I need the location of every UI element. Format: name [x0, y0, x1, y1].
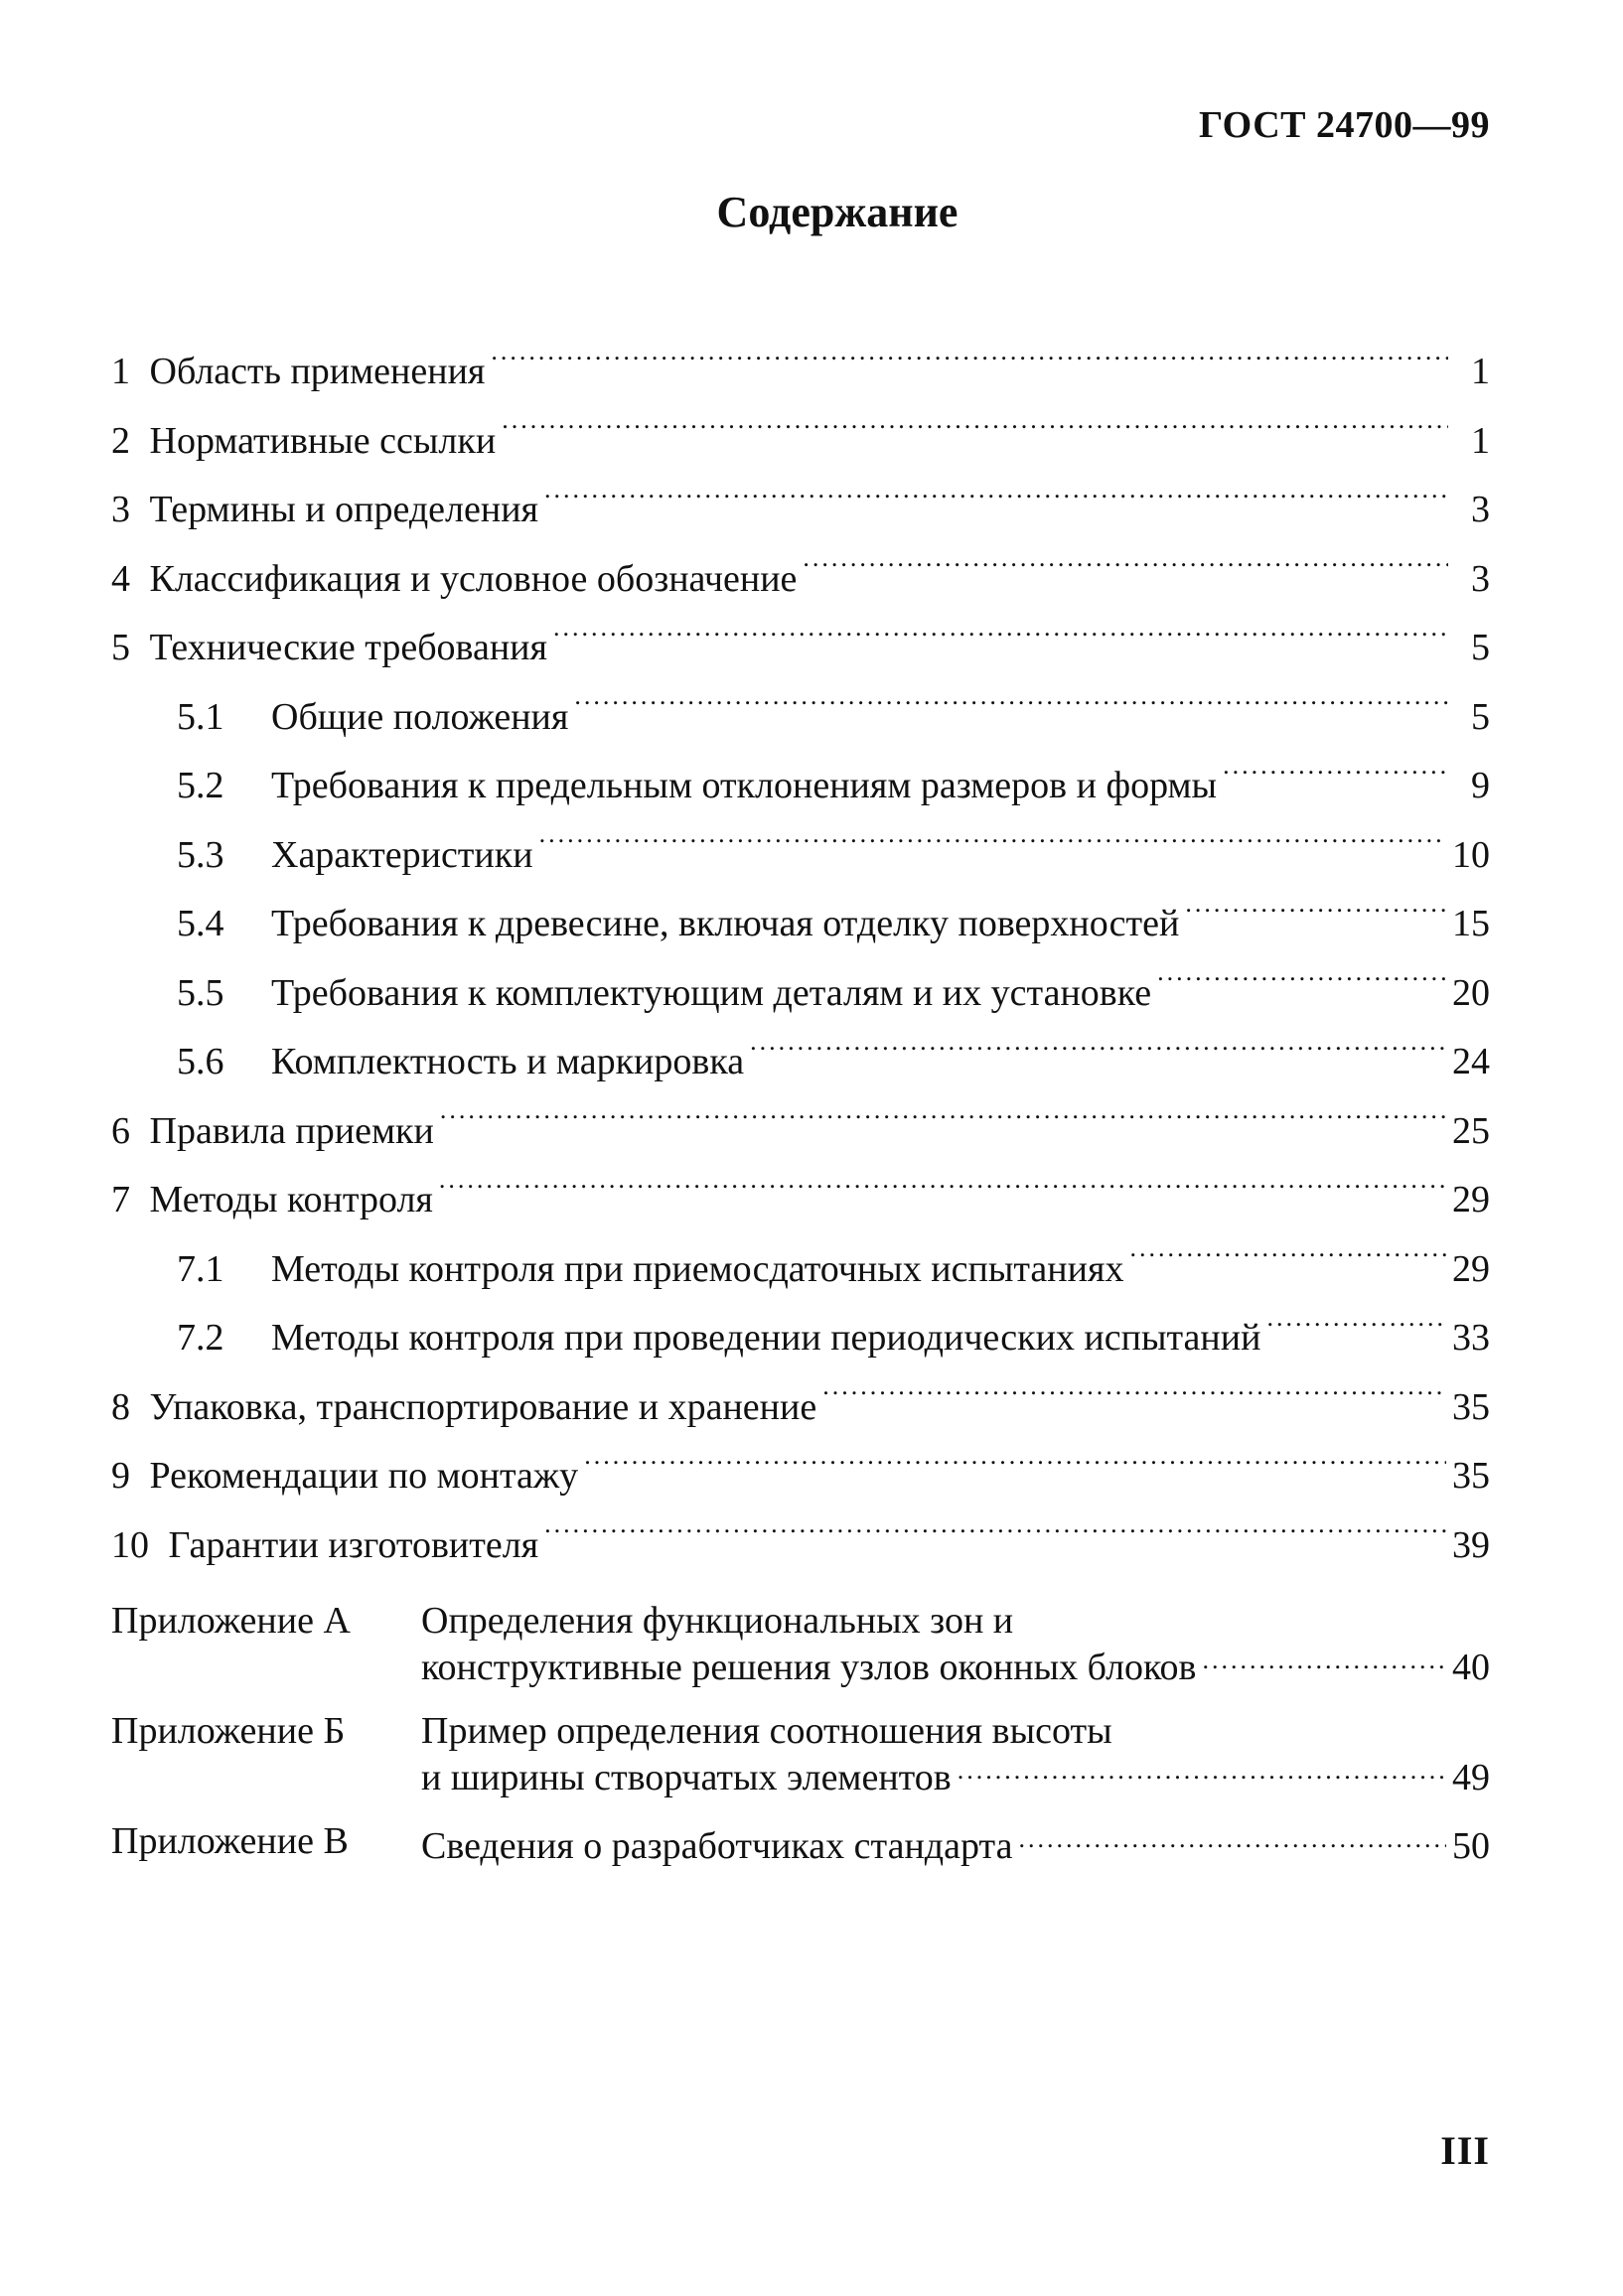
appendix-title-line: конструктивные решения узлов оконных блоков: [421, 1647, 1197, 1688]
appendix-title: [421, 1820, 1490, 1867]
toc-entry-label: Комплектность и маркировка: [271, 1041, 745, 1082]
dot-leader: [803, 553, 1448, 591]
toc-entry[interactable]: [111, 752, 1490, 821]
toc-entry[interactable]: [111, 476, 1490, 545]
toc-entry-number: 10: [111, 1523, 149, 1566]
toc-entry[interactable]: [111, 1166, 1490, 1235]
toc-appendices: [111, 1600, 1490, 1867]
dot-leader: [584, 1450, 1446, 1488]
dot-leader: [574, 691, 1448, 729]
toc-entry-number: 4: [111, 557, 130, 600]
appendix-entry[interactable]: [111, 1710, 1490, 1798]
dot-leader: [440, 1105, 1446, 1143]
toc-entry-page: 15: [1452, 903, 1490, 944]
appendix-title-line: и ширины створчатых элементов: [421, 1757, 952, 1798]
toc-entry-label: Методы контроля при проведении периодических испытаний: [271, 1317, 1261, 1359]
dot-leader: [1203, 1642, 1446, 1679]
toc-entry-label: Термины и определения: [149, 489, 539, 530]
appendix-title-line: Определения функциональных зон и: [421, 1600, 1014, 1642]
toc-entry[interactable]: [111, 683, 1490, 753]
toc-entry-label: Упаковка, транспортирование и хранение: [149, 1385, 817, 1428]
dot-leader: [439, 1174, 1446, 1212]
dot-leader: [502, 415, 1448, 453]
document-code: ГОСТ 24700—99: [1198, 104, 1490, 146]
toc-entry[interactable]: [111, 1097, 1490, 1167]
appendix-label: Приложение Б: [111, 1710, 346, 1752]
toc-entry-number: 5.6: [177, 1041, 224, 1082]
toc-entry-number: 2: [111, 419, 130, 462]
toc-entry-page: 10: [1452, 833, 1490, 876]
toc-entry-label: Правила приемки: [149, 1109, 434, 1152]
toc-entry-page: 5: [1471, 695, 1490, 738]
toc-entry[interactable]: [111, 1235, 1490, 1305]
toc-entry-page: 29: [1452, 1179, 1490, 1220]
toc-entry-number: 5.3: [177, 833, 224, 876]
appendix-title-line: Сведения о разработчиках стандарта: [421, 1825, 1013, 1867]
toc-entry-number: 5.5: [177, 971, 224, 1014]
dot-leader: [544, 1519, 1446, 1557]
dot-leader: [750, 1036, 1446, 1074]
toc-entry-number: 9: [111, 1455, 130, 1497]
toc-entry-label: Методы контроля: [149, 1179, 433, 1220]
table-of-contents: [111, 338, 1490, 1889]
toc-entry-label: Методы контроля при приемосдаточных испытаниях: [271, 1247, 1124, 1290]
appendix-page: 50: [1452, 1825, 1490, 1867]
dot-leader: [544, 484, 1448, 521]
toc-entry-label: Требования к предельным отклонениям размеров и формы: [271, 765, 1218, 806]
toc-entry-number: 5.2: [177, 765, 224, 806]
toc-entry[interactable]: [111, 407, 1490, 477]
toc-entry-page: 39: [1452, 1523, 1490, 1566]
toc-entry-label: Требования к древесине, включая отделку поверхностей: [271, 903, 1180, 944]
toc-entry-number: 7.1: [177, 1247, 224, 1290]
toc-entry-number: 7.2: [177, 1317, 224, 1359]
toc-entry-label: Нормативные ссылки: [149, 419, 497, 462]
toc-entry-page: 5: [1471, 627, 1490, 668]
appendix-page: 40: [1452, 1647, 1490, 1688]
toc-entry-label: Гарантии изготовителя: [168, 1523, 539, 1566]
toc-entry-page: 1: [1471, 419, 1490, 462]
toc-entry-label: Требования к комплектующим деталям и их установке: [271, 971, 1152, 1014]
page-title: Содержание: [716, 188, 959, 236]
dot-leader: [1223, 760, 1448, 797]
toc-entry-number: 1: [111, 351, 130, 392]
toc-entry[interactable]: [111, 821, 1490, 891]
toc-entry-number: 5: [111, 627, 130, 668]
appendix-title-line: Пример определения соотношения высоты: [421, 1710, 1112, 1752]
toc-entry-page: 9: [1471, 765, 1490, 806]
toc-entry[interactable]: [111, 614, 1490, 683]
toc-entry[interactable]: [111, 1304, 1490, 1373]
toc-entry-number: 7: [111, 1179, 130, 1220]
toc-entry-page: 33: [1452, 1317, 1490, 1359]
appendix-label: Приложение А: [111, 1600, 351, 1642]
toc-entry[interactable]: [111, 1511, 1490, 1581]
toc-entry[interactable]: [111, 545, 1490, 615]
toc-entry-number: 3: [111, 489, 130, 530]
appendix-label: Приложение В: [111, 1820, 349, 1862]
toc-entry[interactable]: [111, 1442, 1490, 1511]
toc-entry-label: Общие положения: [271, 695, 569, 738]
appendix-page: 49: [1452, 1757, 1490, 1798]
toc-entry-number: 8: [111, 1385, 130, 1428]
toc-entry-number: 5.4: [177, 903, 224, 944]
toc-entry-page: 35: [1452, 1385, 1490, 1428]
dot-leader: [491, 346, 1448, 383]
dot-leader: [553, 622, 1448, 659]
toc-entry-label: Область применения: [149, 351, 486, 392]
appendix-title: [421, 1600, 1490, 1688]
toc-entry[interactable]: [111, 890, 1490, 959]
appendix-entry[interactable]: [111, 1820, 1490, 1867]
dot-leader: [1185, 898, 1446, 935]
appendix-entry[interactable]: [111, 1600, 1490, 1688]
toc-entry[interactable]: [111, 959, 1490, 1029]
toc-entry-page: 35: [1452, 1455, 1490, 1497]
dot-leader: [1266, 1312, 1446, 1350]
toc-entry-page: 25: [1452, 1109, 1490, 1152]
appendix-title: [421, 1710, 1490, 1798]
toc-entry-page: 20: [1452, 971, 1490, 1014]
dot-leader: [822, 1381, 1446, 1419]
toc-entry-page: 24: [1452, 1041, 1490, 1082]
page-number: III: [1440, 2128, 1490, 2173]
toc-entry-label: Характеристики: [271, 833, 533, 876]
toc-entry-page: 1: [1471, 351, 1490, 392]
toc-entry[interactable]: [111, 1028, 1490, 1097]
dot-leader: [958, 1752, 1446, 1790]
toc-entry-number: 5.1: [177, 695, 224, 738]
toc-entry[interactable]: [111, 1373, 1490, 1443]
dot-leader: [1157, 967, 1446, 1005]
dot-leader: [1018, 1820, 1446, 1858]
toc-entries: [111, 338, 1490, 1580]
dot-leader: [539, 829, 1446, 867]
toc-entry-label: Технические требования: [149, 627, 547, 668]
toc-entry-page: 29: [1452, 1247, 1490, 1290]
dot-leader: [1129, 1243, 1446, 1281]
toc-entry-page: 3: [1471, 489, 1490, 530]
toc-entry-number: 6: [111, 1109, 130, 1152]
toc-entry-label: Классификация и условное обозначение: [149, 557, 798, 600]
toc-entry-label: Рекомендации по монтажу: [149, 1455, 579, 1497]
toc-entry[interactable]: [111, 338, 1490, 407]
toc-entry-page: 3: [1471, 557, 1490, 600]
